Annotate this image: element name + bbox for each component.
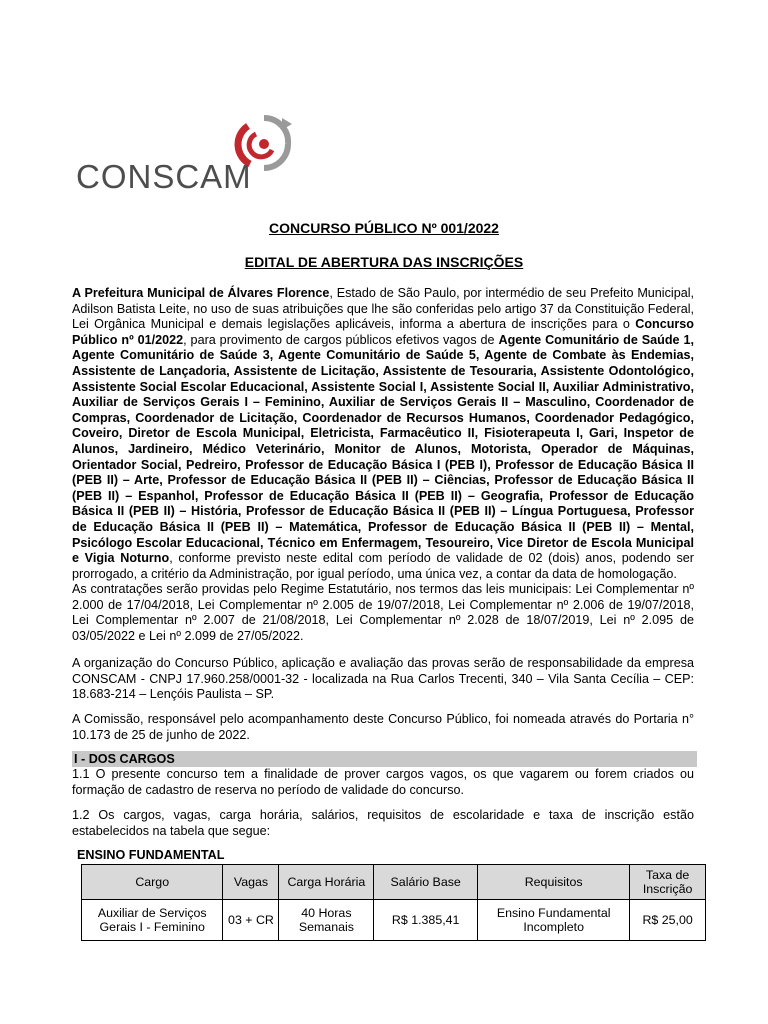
header-taxa: Taxa de Inscrição [630,865,706,900]
header-requisitos: Requisitos [478,865,630,900]
cell-salario: R$ 1.385,41 [374,900,478,941]
table-header-row [82,865,706,900]
conscam-logo [76,112,296,194]
cargos-list: Agente Comunitário de Saúde 1, Agente Comunitário de Saúde 3, Agente Comunitário de Saúde 5, Agente de Combate às Endemias, Assistente de Lançadoria, Assistente de Licitação, Assistente de Tesouraria, Assistente Odontológico, Assistente Social Escolar Educacional, Assistente Social I, Assistente Social II, Auxiliar Administrativo, Auxiliar de Serviços Gerais I – Feminino, Auxiliar de Serviços Gerais II – Masculino, Coordenador de Compras, Coordenador de Licitação, Coordenador de Recursos Humanos, Coordenador Pedagógico, Coveiro, Diretor de Escola Municipal, Eletricista, Farmacêutico II, Fisioterapeuta I, Gari, Inspetor de Alunos, Jardineiro, Médico Veterinário, Monitor de Alunos, Motorista, Operador de Máquinas, Orientador Social, Pedreiro, Professor de Educação Básica I (PEB I), Professor de Educação Básica II (PEB II) – Arte, Professor de Educação Básica II (PEB II) – Ciências, Professor de Educação Básica II (PEB II) – Espanhol, Professor de Educação Básica II (PEB II) – Geografia, Professor de Educação Básica II (PEB II) – História, Professor de Educação Básica II (PEB II) – Língua Portuguesa, Professor de Educação Básica II (PEB II) – Matemática, Professor de Educação Básica II (PEB II) – Mental, Psicólogo Escolar Educacional, Técnico em Enfermagem, Tesoureiro, Vice Diretor de Escola Municipal e Vigia Noturno [72,332,694,566]
intro-text-1: , Estado de São Paulo, por intermédio de seu Prefeito Municipal, Adilson Batista Leite, no uso de suas atribuições que lhe são conferidas pelo artigo 37 da Constituição Federal, Lei Orgânica Municipal e demais legislações aplicáveis, informa a abertura de inscrições para o [72,286,695,332]
cargos-table [81,864,706,941]
cell-taxa: R$ 25,00 [630,900,706,941]
regime-paragraph: As contratações serão providas pelo Regime Estatutário, nos termos das leis municipais: Lei Complementar nº 2.000 de 17/04/2018, Lei Complementar nº 2.005 de 19/07/2018, Lei Complementar nº 2.006 de 19/07/2018, Lei Complementar nº 2.007 de 21/08/2018, Lei Complementar nº 2.028 de 18/07/2019, Lei nº 2.095 de 03/05/2022 e Lei nº 2.099 de 27/05/2022. [72,582,694,643]
intro-text-2: , para provimento de cargos públicos efetivos vagos de [183,332,499,347]
concurso-number: Concurso Público nº 01/2022 [72,317,694,347]
prefeitura-name: A Prefeitura Municipal de Álvares Florence [72,286,330,300]
header-salario: Salário Base [374,865,478,900]
header-vagas: Vagas [223,865,279,900]
cell-requisitos: Ensino Fundamental Incompleto [478,900,630,941]
cell-vagas: 03 + CR [223,900,279,941]
table-row [82,900,706,941]
edital-title: EDITAL DE ABERTURA DAS INSCRIÇÕES [244,254,524,270]
item-1-2: 1.2 Os cargos, vagas, carga horária, salários, requisitos de escolaridade e taxa de inscrição estão estabelecidos na tabela que segue: [72,808,694,838]
intro-text-3: , conforme previsto neste edital com período de validade de 02 (dois) anos, podendo ser prorrogado, a critério da Administração, por igual período, uma única vez, a contar da data de homologação. [72,551,694,581]
organization-paragraph: A organização do Concurso Público, aplicação e avaliação das provas serão de responsabilidade da empresa CONSCAM - CNPJ 17.960.258/0001-32 - localizada na Rua Carlos Trecenti, 340 – Vila Santa Cecília – CEP: 18.683-214 – Lençóis Paulista – SP. [72,656,694,702]
concurso-title: CONCURSO PÚBLICO Nº 001/2022 [269,220,499,236]
commission-paragraph: A Comissão, responsável pelo acompanhamento deste Concurso Público, foi nomeada através do Portaria n° 10.173 de 25 de junho de 2022. [72,712,694,742]
section-heading-cargos: I - DOS CARGOS [72,751,697,767]
header-cargo: Cargo [82,865,223,900]
cell-carga: 40 Horas Semanais [279,900,374,941]
header-carga: Carga Horária [279,865,374,900]
logo-text: CONSCAM [76,158,252,195]
item-1-1: 1.1 O presente concurso tem a finalidade de prover cargos vagos, os que vagarem ou forem criados ou formação de cadastro de reserva no período de validade do concurso. [72,767,694,797]
intro-paragraph [72,286,694,582]
table-caption: ENSINO FUNDAMENTAL [77,848,225,862]
cell-cargo: Auxiliar de Serviços Gerais I - Feminino [82,900,223,941]
